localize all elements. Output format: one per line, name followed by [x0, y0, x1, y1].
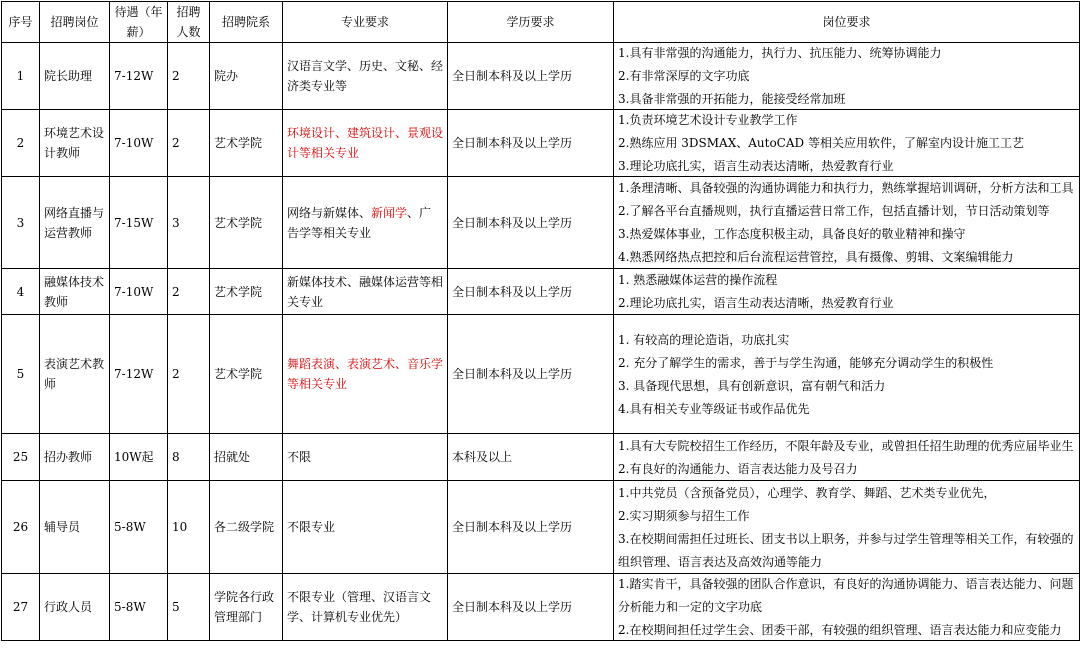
- cell-edu: 本科及以上: [448, 434, 614, 481]
- req-line: 1. 熟悉融媒体运营的操作流程: [618, 273, 778, 287]
- cell-post: 表演艺术教师: [40, 315, 110, 434]
- cell-edu: 全日制本科及以上学历: [448, 110, 614, 177]
- cell-major: 汉语言文学、历史、文秘、经济类专业等: [283, 43, 448, 110]
- req-line: 2.熟练应用 3DSMAX、AutoCAD 等相关应用软件，了解室内设计施工工艺: [618, 136, 1024, 150]
- recruitment-table: [1, 1, 1080, 641]
- table-row: [2, 574, 1080, 641]
- major-part: 、广告学等相关专业: [287, 205, 432, 240]
- header-row: [2, 2, 1080, 43]
- req-line: 组织管理、语言表达及高效沟通等能力: [618, 554, 823, 569]
- cell-count: 8: [168, 434, 210, 481]
- req-line: 2.有非常深厚的文字功底: [618, 69, 750, 83]
- cell-no: 5: [2, 315, 40, 434]
- req-line: 2.实习期须参与招生工作: [618, 508, 750, 523]
- cell-salary: 7-12W: [110, 315, 168, 434]
- header-edu: 学历要求: [448, 2, 614, 43]
- cell-no: 4: [2, 269, 40, 315]
- cell-reqs: [614, 269, 1080, 315]
- req-line: 1.具有非常强的沟通能力，执行力、抗压能力、统筹协调能力: [618, 46, 942, 60]
- cell-dept: 艺术学院: [210, 110, 283, 177]
- cell-count: 2: [168, 269, 210, 315]
- header-post: 招聘岗位: [40, 2, 110, 43]
- req-line: 1.踏实肯干，具备较强的团队合作意识，有良好的沟通协调能力、语言表达能力、问题: [618, 577, 1074, 591]
- cell-edu: 全日制本科及以上学历: [448, 269, 614, 315]
- cell-edu: 全日制本科及以上学历: [448, 43, 614, 110]
- cell-edu: 全日制本科及以上学历: [448, 481, 614, 574]
- cell-edu: 全日制本科及以上学历: [448, 315, 614, 434]
- table-row: [2, 481, 1080, 574]
- cell-post: 环境艺术设计教师: [40, 110, 110, 177]
- req-line: 3. 具备现代思想，具有创新意识，富有朝气和活力: [618, 378, 886, 393]
- req-line: 1. 有较高的理论造诣，功底扎实: [618, 332, 790, 347]
- cell-no: 26: [2, 481, 40, 574]
- header-count: 招聘人数: [168, 2, 210, 43]
- req-line: 2. 充分了解学生的需求，善于与学生沟通，能够充分调动学生的积极性: [618, 355, 994, 370]
- cell-major: 不限: [283, 434, 448, 481]
- req-line: 2.在校期间担任过学生会、团委干部，有较强的组织管理、语言表达能力和应变能力: [618, 623, 1062, 637]
- cell-salary: 7-15W: [110, 177, 168, 269]
- req-line: 1.条理清晰、具备较强的沟通协调能力和执行力，熟练掌握培训调研，分析方法和工具: [618, 181, 1074, 195]
- cell-major: 不限专业（管理、汉语言文学、计算机专业优先）: [283, 574, 448, 641]
- major-part: 网络与新媒体、: [287, 205, 372, 220]
- cell-reqs: [614, 110, 1080, 177]
- req-line: 2.有良好的沟通能力、语言表达能力及号召力: [618, 461, 858, 476]
- header-salary: 待遇（年薪）: [110, 2, 168, 43]
- cell-dept: 各二级学院: [210, 481, 283, 574]
- cell-count: 10: [168, 481, 210, 574]
- cell-post: 行政人员: [40, 574, 110, 641]
- req-line: 2.了解各平台直播规则，执行直播运营日常工作，包括直播计划，节日活动策划等: [618, 204, 1050, 218]
- req-line: 3.理论功底扎实，语言生动表达清晰，热爱教育行业: [618, 159, 894, 173]
- header-reqs: 岗位要求: [614, 2, 1080, 43]
- cell-dept: 招就处: [210, 434, 283, 481]
- cell-dept: 艺术学院: [210, 315, 283, 434]
- cell-reqs: [614, 574, 1080, 641]
- cell-edu: 全日制本科及以上学历: [448, 574, 614, 641]
- req-line: 1.具有大专院校招生工作经历，不限年龄及专业，或曾担任招生助理的优秀应届毕业生: [618, 438, 1074, 453]
- cell-salary: 7-10W: [110, 110, 168, 177]
- req-line: 1.中共党员（含预备党员），心理学、教育学、舞蹈、艺术类专业优先，: [618, 485, 996, 500]
- cell-salary: 7-12W: [110, 43, 168, 110]
- cell-major: 环境设计、建筑设计、景观设计等相关专业: [283, 110, 448, 177]
- cell-reqs: [614, 315, 1080, 434]
- cell-no: 25: [2, 434, 40, 481]
- req-line: 4.熟悉网络热点把控和后台流程运营管控，具有摄像、剪辑、文案编辑能力: [618, 250, 1014, 264]
- cell-no: 1: [2, 43, 40, 110]
- cell-no: 2: [2, 110, 40, 177]
- cell-salary: 5-8W: [110, 574, 168, 641]
- header-dept: 招聘院系: [210, 2, 283, 43]
- req-line: 3.具备非常强的开拓能力，能接受经常加班: [618, 92, 846, 106]
- table-row: [2, 110, 1080, 177]
- cell-reqs: [614, 177, 1080, 269]
- cell-dept: 院办: [210, 43, 283, 110]
- cell-major: 不限专业: [283, 481, 448, 574]
- cell-post: 辅导员: [40, 481, 110, 574]
- header-no: 序号: [2, 2, 40, 43]
- cell-edu: 全日制本科及以上学历: [448, 177, 614, 269]
- cell-count: 2: [168, 110, 210, 177]
- cell-post: 融媒体技术教师: [40, 269, 110, 315]
- req-line: 1.负责环境艺术设计专业教学工作: [618, 113, 798, 127]
- cell-no: 3: [2, 177, 40, 269]
- table-row: [2, 315, 1080, 434]
- cell-dept: 学院各行政管理部门: [210, 574, 283, 641]
- cell-major: 新媒体技术、融媒体运营等相关专业: [283, 269, 448, 315]
- cell-reqs: [614, 43, 1080, 110]
- cell-count: 2: [168, 315, 210, 434]
- req-line: 3.热爱媒体事业，工作态度积极主动，具备良好的敬业精神和操守: [618, 227, 966, 241]
- req-line: 2.理论功底扎实，语言生动表达清晰，热爱教育行业: [618, 296, 894, 310]
- cell-major: [283, 177, 448, 269]
- cell-count: 3: [168, 177, 210, 269]
- header-major: 专业要求: [283, 2, 448, 43]
- cell-salary: 10W起: [110, 434, 168, 481]
- cell-count: 2: [168, 43, 210, 110]
- major-part-highlight: 新闻学: [371, 205, 408, 220]
- cell-salary: 5-8W: [110, 481, 168, 574]
- cell-count: 5: [168, 574, 210, 641]
- cell-dept: 艺术学院: [210, 269, 283, 315]
- cell-major: 舞蹈表演、表演艺术、音乐学等相关专业: [283, 315, 448, 434]
- req-line: 4.具有相关专业等级证书或作品优先: [618, 401, 810, 416]
- req-line: 3.在校期间需担任过班长、团支书以上职务，并参与过学生管理等相关工作，有较强的: [618, 531, 1074, 546]
- cell-reqs: [614, 434, 1080, 481]
- table-row: [2, 434, 1080, 481]
- table-row: [2, 177, 1080, 269]
- cell-no: 27: [2, 574, 40, 641]
- table-row: [2, 43, 1080, 110]
- req-line: 分析能力和一定的文字功底: [618, 600, 763, 614]
- table-row: [2, 269, 1080, 315]
- cell-reqs: [614, 481, 1080, 574]
- cell-post: 招办教师: [40, 434, 110, 481]
- cell-post: 网络直播与运营教师: [40, 177, 110, 269]
- cell-salary: 7-10W: [110, 269, 168, 315]
- cell-dept: 艺术学院: [210, 177, 283, 269]
- cell-post: 院长助理: [40, 43, 110, 110]
